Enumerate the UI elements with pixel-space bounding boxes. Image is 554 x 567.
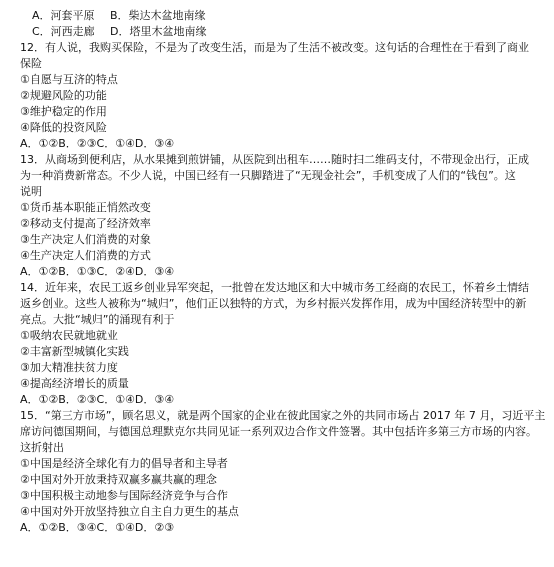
choice-item: ①自愿与互济的特点: [20, 73, 118, 86]
question-stem-line: 返乡创业。这些人被称为“城归”，他们正以独特的方式，为乡村振兴发挥作用，成为中国经济转型中的新: [20, 297, 527, 310]
choice-item: ②丰富新型城镇化实践: [20, 345, 129, 358]
prev-options-row-2: [20, 24, 546, 40]
option-b: B．柴达木盆地南缘: [110, 9, 206, 22]
question-stem-line: 12．有人说，我购买保险，不是为了改变生活，而是为了生活不被改变。这句话的合理性在于看到了商业: [20, 41, 529, 54]
question-stem-line: 13．从商场到便利店，从水果摊到煎饼铺，从医院到出租车……随时扫二维码支付，不带现金出行，正成: [20, 153, 529, 166]
question-stem-line: 亮点。大批“城归”的涌现有利于: [20, 313, 175, 326]
prev-options-row-1: [20, 8, 546, 24]
choice-item: ③生产决定人们消费的对象: [20, 233, 151, 246]
question-stem-line: 15．“第三方市场”，顾名思义，就是两个国家的企业在彼此国家之外的共同市场占 2017 年 7 月，习近平主: [20, 409, 546, 422]
choice-item: ①中国是经济全球化有力的倡导者和主导者: [20, 457, 228, 470]
choice-item: ④降低的投资风险: [20, 121, 107, 134]
choice-item: ④中国对外开放坚持独立自主自力更生的基点: [20, 505, 239, 518]
option-a: A．河套平原: [32, 9, 95, 22]
answer-options: A．①②B．②③C．①④D．③④: [20, 393, 175, 406]
choice-item: ②规避风险的功能: [20, 89, 107, 102]
question-14: [20, 280, 546, 408]
choice-item: ①吸纳农民就地就业: [20, 329, 118, 342]
choice-item: ④生产决定人们消费的方式: [20, 249, 151, 262]
option-d: D．塔里木盆地南缘: [110, 25, 207, 38]
question-stem-line: 为一种消费新常态。不少人说，中国已经有一只脚踏进了“无现金社会”，手机变成了人们的“钱包”。这: [20, 169, 516, 182]
question-stem-line: 14．近年来，农民工返乡创业异军突起，一批曾在发达地区和大中城市务工经商的农民工，怀着乡土情结: [20, 281, 529, 294]
choice-item: ③维护稳定的作用: [20, 105, 107, 118]
answer-options: A．①②B．②③C．①④D．③④: [20, 137, 175, 150]
question-15: [20, 408, 546, 536]
choice-item: ③加大精准扶贫力度: [20, 361, 118, 374]
question-stem-line: 这折射出: [20, 441, 64, 454]
question-stem-line: 保险: [20, 57, 42, 70]
question-12: [20, 40, 546, 152]
question-13: [20, 152, 546, 280]
answer-options: A．①②B．①③C．②④D．③④: [20, 265, 175, 278]
question-stem-line: 席访问德国期间，与德国总理默克尔共同见证一系列双边合作文件签署。其中包括许多第三方市场的内容。: [20, 425, 537, 438]
exam-page: [20, 8, 546, 536]
choice-item: ②移动支付提高了经济效率: [20, 217, 151, 230]
question-stem-line: 说明: [20, 185, 42, 198]
option-c: C．河西走廊: [32, 25, 95, 38]
answer-options: A．①②B．③④C．①④D．②③: [20, 521, 175, 534]
choice-item: ①货币基本职能正悄然改变: [20, 201, 151, 214]
choice-item: ②中国对外开放秉持双赢多赢共赢的理念: [20, 473, 217, 486]
choice-item: ③中国积极主动地参与国际经济竞争与合作: [20, 489, 228, 502]
choice-item: ④提高经济增长的质量: [20, 377, 129, 390]
